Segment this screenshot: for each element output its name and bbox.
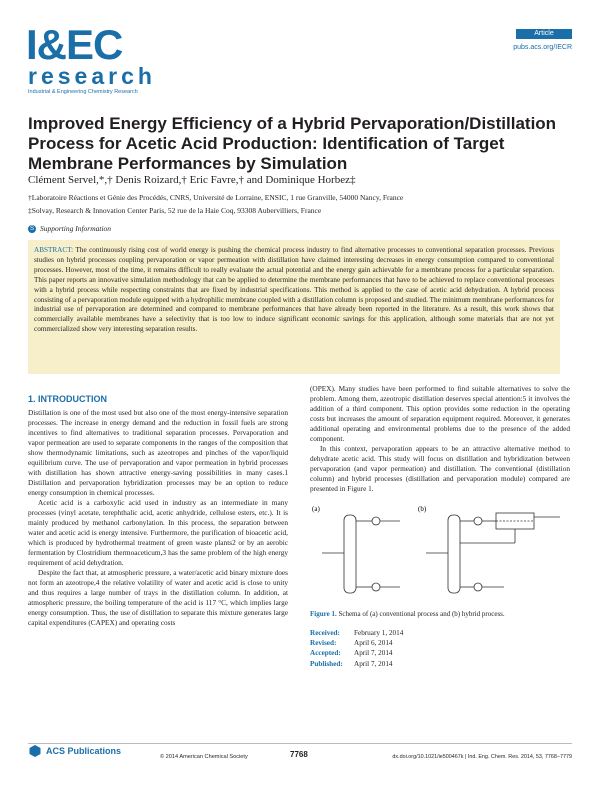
figure-caption-text: Schema of (a) conventional process and (b) hybrid process. [338,610,505,618]
figure-label-a: (a) [312,505,320,513]
conventional-process [322,515,400,593]
hybrid-process [426,513,560,593]
date-value: April 7, 2014 [354,659,393,668]
paragraph: Distillation is one of the most used but also one of the most energy-intensive separation processes. The increase in energy demand and the reduction in fossil fuels are strong incentives to find alternatives to traditional separation processes. Pervaporation and vapor permeation are used to separate components in the ranges of the composition that show thermodynamic limitations, such as azeotropes and pinches of the vapor/liquid equilibrium curve. The use of pervaporation and vapor permeation in hybrid processes with distillation has shown attractive energy-saving possibilities in many cases.1 Distillation and pervaporation hybridization processes may be an option to reduce energy consumption in chemical processes. [28,408,288,497]
date-label: Published: [310,659,343,668]
figure-label-b: (b) [418,505,427,513]
paragraph: (OPEX). Many studies have been performed to find suitable alternatives to solve the problem. Among them, azeotropic distillation deserves special attention:5 it involves the addition of a third component. This option provides some reduction in the operating costs but increases the amount of separation equipment required. Moreover, it generates additional operating and environmental problems due to the presence of the added component. [310,384,570,443]
date-row [310,659,403,669]
acs-hexagon-icon [28,744,42,758]
distillation-column-b [448,515,460,593]
figure-caption [310,610,572,618]
doi-citation[interactable]: dx.doi.org/10.1021/ie500467k | Ind. Eng. Chem. Res. 2014, 53, 7768−7779 [392,754,572,760]
paragraph: Despite the fact that, at atmospheric pressure, a water/acetic acid binary mixture does not form an azeotrope,4 the relative volatility of water and acetic acid is close to unity and thus requires a large number of trays in the distillation column. In addition, at atmospheric pressure, the boiling temperature of the acid is 117 °C, which implies large energy consumption. Thus, the use of distillation to separate this mixture generates large capital expenditures (CAPEX) and operating costs [28,568,288,627]
process-schematic-figure [310,503,572,605]
supporting-info-label: Supporting Information [40,224,112,233]
affiliation-2: ‡Solvay, Research & Innovation Center Paris, 52 rue de la Haie Coq, 93308 Aubervilliers, France [28,206,322,215]
abstract-box [28,240,560,374]
article-type-badge: Article [516,29,572,39]
publisher-logo[interactable] [28,744,121,758]
paragraph: Acetic acid is a carboxylic acid used in industry as an intermediate in many processes (vinyl acetate, terephthalic acid, acetic anhydride, cellulose esters, etc.). It is mainly produced by methanol carbonylation. In this process, the separation between water and acetic acid is energy intensive. Furthermore, the purification of bioacetic acid, which is produced by hydrothermal treatment of green waste plants2 or by an aerobic fermentation by Clostridium thermoaceticum,3 has the same problem of the high energy requirement of acid dehydration. [28,498,288,567]
abstract-text: The continuously rising cost of world energy is pushing the chemical process industry to find alternative processes to conventional separation processes. Previous studies on hybrid processes coupling pervaporation or vapor permeation with distillation have claimed interesting decreases in energy consumption compared to conventional processes. However, most of the time, it remains difficult to really evaluate the actual potential and the energy gain achievable for a membrane process for a particular separation. This paper reports an innovative simulation methodology that can be applied to determine the membrane performances that have to be achieved to replace conventional processes with a hybrid process while respecting constraints that are fixed by industrial specifications. This method is applied to the case of acetic acid dehydration. A hybrid process consisting of a pervaporation module equipped with a hydrophilic membrane coupled with a distillation column is proposed and studied. The minimum membrane performances for industrial use of pervaporation are determined and compared to membrane performances that have already been reported in the literature. As a result, this work shows that commercially available membranes have a selectivity that is too low to induce significant economic savings for this application, although some materials that are not yet commercialized show very interesting separation results. [34,246,554,334]
paper-title: Improved Energy Efficiency of a Hybrid Pervaporation/Distillation Process for Acetic Acid Production: Identification of Target Membrane Performances by Simulation [28,114,557,173]
paragraph: In this context, pervaporation appears to be an attractive alternative method to dehydrate acetic acid. This study will focus on distillation and hybridization between pervaporation (and vapor permeation) and distillation. The conventional (distillation column) and hybrid processes (distillation and pervaporation module) compared are presented in Figure 1. [310,444,570,493]
page-number: 7768 [290,750,308,759]
date-value: February 1, 2014 [354,629,404,637]
date-value: April 7, 2014 [354,649,393,658]
date-label: Revised: [310,639,337,648]
date-row [310,638,403,648]
journal-logo-sub: research [28,63,156,89]
right-column [310,384,570,494]
figure-caption-label: Figure 1. [310,610,337,618]
left-column [28,408,288,628]
distillation-column-a [344,515,356,593]
publication-dates [310,628,403,669]
date-row [310,648,403,658]
journal-logo: I&EC [26,21,123,68]
journal-tagline: Industrial & Engineering Chemistry Research [28,89,138,95]
publisher-name: ACS Publications [46,746,122,756]
date-row [310,628,403,638]
journal-url[interactable]: pubs.acs.org/IECR [513,44,572,51]
date-label: Received: [310,629,340,637]
supporting-info-icon: S [29,225,34,232]
date-label: Accepted: [310,649,341,658]
copyright: © 2014 American Chemical Society [160,754,248,760]
abstract-label: ABSTRACT: [34,246,74,254]
affiliation-1: †Laboratoire Réactions et Génie des Procédés, CNRS, Université de Lorraine, ENSIC, 1 rue Granville, 54000 Nancy, France [28,193,404,202]
section-heading: 1. INTRODUCTION [28,394,108,404]
date-value: April 6, 2014 [354,639,393,648]
author-list: Clément Servel,*,† Denis Roizard,† Eric Favre,† and Dominique Horbez‡ [28,174,356,186]
supporting-info-link[interactable] [28,224,111,233]
